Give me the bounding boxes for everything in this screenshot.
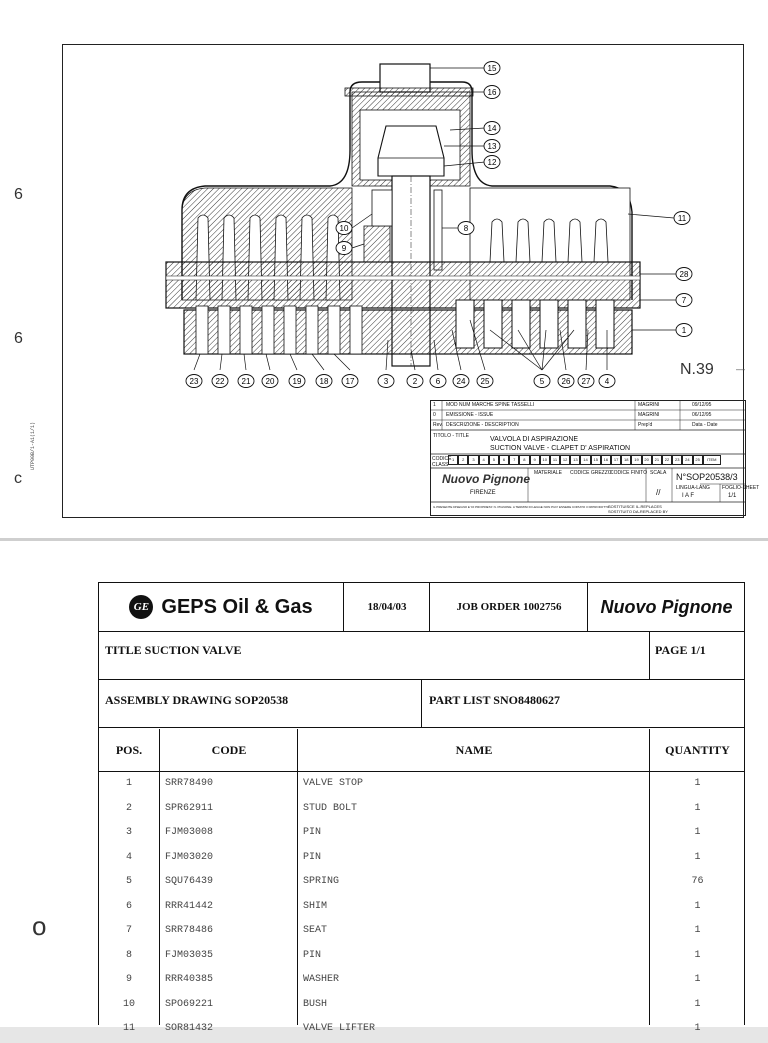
part-balloon-8: [458, 222, 474, 235]
part-pos: 8: [125, 949, 132, 961]
rev-number: 1: [433, 402, 436, 408]
part-balloon-18: [316, 375, 332, 388]
part-code: SRR78486: [165, 925, 214, 936]
part-name: VALVE STOP: [303, 778, 364, 789]
title-english: SUCTION VALVE - CLAPET D' ASPIRATION: [490, 445, 631, 452]
svg-text:15: 15: [487, 64, 497, 73]
lang-value: I A F: [682, 493, 695, 499]
nuovo-pignone-logo: Nuovo Pignone: [442, 472, 530, 486]
part-balloon-1: [676, 324, 692, 337]
svg-text:10: 10: [339, 224, 349, 233]
part-qty: 76: [691, 876, 704, 887]
code-cell: 6: [499, 455, 509, 465]
part-name: SEAT: [303, 925, 328, 936]
svg-text:1: 1: [681, 326, 687, 335]
col-codice-grezzo: CODICE GREZZO: [570, 470, 612, 476]
code-cell: 8: [519, 455, 529, 465]
rev-date: 09/12/95: [692, 402, 712, 408]
part-balloon-26: [558, 375, 574, 388]
col-quantity: QUANTITY: [665, 742, 730, 757]
part-row: [99, 798, 744, 823]
part-name: SHIM: [303, 900, 328, 912]
part-qty: 1: [694, 802, 701, 814]
codice-label: CODICE: [432, 456, 452, 462]
svg-text:4: 4: [604, 377, 610, 386]
punch-hole-mark: o: [32, 911, 47, 941]
part-pos: 9: [125, 974, 132, 985]
svg-text:14: 14: [487, 124, 497, 133]
code-cell: 9: [530, 455, 540, 465]
part-list-number: PART LIST SNO8480627: [429, 693, 560, 707]
part-row: [99, 945, 744, 970]
part-row: [99, 969, 744, 994]
handwritten-mark: N.39: [680, 361, 714, 378]
col-pos: POS.: [99, 729, 160, 771]
svg-text:6: 6: [435, 377, 441, 386]
title-block: [430, 400, 760, 516]
part-pos: 11: [122, 1023, 135, 1034]
col-scala: SCALA: [650, 470, 667, 476]
col-code: CODE: [161, 729, 298, 771]
part-qty: 1: [694, 998, 701, 1010]
part-name: STUD BOLT: [303, 802, 358, 814]
part-code: SQU76439: [165, 876, 214, 887]
part-row: [99, 1018, 744, 1043]
part-balloon-25: [477, 375, 493, 388]
lingua-label: LINGUA-LANG: [676, 485, 710, 491]
titolo-label: TITOLO - TITLE: [433, 433, 469, 439]
part-name: PIN: [303, 949, 322, 961]
code-cell: ITEM: [703, 455, 721, 465]
part-balloon-2: [407, 375, 423, 388]
part-balloon-12: [484, 156, 500, 169]
replaces: SOSTITUISCE IL-REPLACES: [608, 504, 662, 509]
title-italian: VALVOLA DI ASPIRAZIONE: [490, 436, 579, 443]
bush: [372, 190, 392, 226]
code-cell: 12: [560, 455, 570, 465]
rev-description: MOD NUM MARCHE SPINE TASSELLI: [446, 402, 535, 408]
punch-hole-mark: 6: [14, 186, 23, 203]
part-name: PIN: [303, 827, 322, 838]
assembly-drawing: ASSEMBLY DRAWING SOP20538: [105, 693, 289, 707]
svg-text:18: 18: [319, 377, 329, 386]
rev-description: EMISSIONE - ISSUE: [446, 412, 494, 418]
code-cell: 11: [550, 455, 560, 465]
code-cell: 17: [611, 455, 621, 465]
code-cell: 23: [672, 455, 682, 465]
part-balloon-4: [599, 375, 615, 388]
code-cell: 2: [458, 455, 468, 465]
part-balloon-5: [534, 375, 550, 388]
part-pos: 2: [125, 802, 132, 814]
part-balloon-3: [378, 375, 394, 388]
part-row: [99, 920, 744, 945]
part-pos: 1: [125, 778, 132, 789]
part-qty: 1: [694, 778, 701, 789]
svg-text:23: 23: [189, 377, 199, 386]
svg-text:11: 11: [677, 214, 687, 223]
svg-text:5: 5: [539, 377, 545, 386]
part-code: SRR78490: [165, 778, 214, 789]
part-balloon-27: [578, 375, 594, 388]
part-qty: 1: [694, 925, 701, 936]
code-cell: 14: [580, 455, 590, 465]
rev-author: Prep'd: [638, 422, 653, 428]
part-row: [99, 773, 744, 798]
svg-text:8: 8: [463, 224, 469, 233]
rev-date: Data - Date: [692, 422, 718, 428]
part-row: [99, 994, 744, 1019]
page-text: PAGE 1/1: [655, 643, 706, 657]
part-list-header: [99, 583, 744, 632]
code-cell: 22: [662, 455, 672, 465]
part-balloon-10: [336, 222, 352, 235]
part-list-table: [98, 582, 745, 1034]
svg-text:16: 16: [487, 88, 497, 97]
part-code: SPR62911: [165, 802, 214, 814]
part-pos: 5: [125, 876, 132, 887]
part-pos: 7: [125, 925, 132, 936]
code-cell: 13: [570, 455, 580, 465]
city: FIRENZE: [470, 490, 496, 496]
sheet-value: 1/1: [728, 493, 737, 499]
svg-text:28: 28: [679, 270, 689, 279]
ge-logo-icon: GE: [129, 595, 153, 619]
code-cell: 7: [509, 455, 519, 465]
punch-hole-mark: 6: [14, 330, 23, 347]
svg-text:9: 9: [341, 244, 347, 253]
svg-text:22: 22: [215, 377, 225, 386]
code-cell: 3: [468, 455, 478, 465]
part-balloon-11: [674, 212, 690, 225]
job-order-cell: JOB ORDER 1002756: [431, 583, 588, 631]
part-balloon-14: [484, 122, 500, 135]
part-balloon-19: [289, 375, 305, 388]
part-code: SPO69221: [165, 998, 214, 1010]
rev-description: DESCRIZIONE - DESCRIPTION: [446, 422, 519, 428]
svg-text:21: 21: [241, 377, 251, 386]
code-cell: 25: [693, 455, 703, 465]
svg-text:2: 2: [412, 377, 418, 386]
part-balloon-13: [484, 140, 500, 153]
part-pos: 10: [122, 998, 135, 1010]
part-qty: 1: [694, 1023, 701, 1034]
part-code: FJM03020: [165, 851, 214, 863]
part-qty: 1: [694, 974, 701, 985]
part-code: RRR41442: [165, 900, 214, 912]
svg-text:13: 13: [487, 142, 497, 151]
code-cells: [448, 455, 721, 463]
code-cell: 1: [448, 455, 458, 465]
rev-number: 0: [433, 412, 436, 418]
company-cell: Nuovo Pignone: [600, 596, 733, 617]
svg-text:12: 12: [487, 158, 497, 167]
pin: [434, 190, 442, 270]
code-cell: 15: [591, 455, 601, 465]
part-balloon-6: [430, 375, 446, 388]
washer: [364, 226, 390, 262]
nut: [378, 126, 444, 176]
svg-text:24: 24: [456, 377, 466, 386]
code-cell: 10: [540, 455, 550, 465]
replaced-by: SOSTITUITO DA-REPLACED BY: [608, 509, 668, 514]
code-cell: 20: [642, 455, 652, 465]
class-label: CLASS: [432, 462, 449, 468]
part-qty: 1: [694, 827, 701, 838]
svg-text:19: 19: [292, 377, 302, 386]
svg-text:27: 27: [581, 377, 591, 386]
part-name: WASHER: [303, 974, 340, 985]
svg-text:20: 20: [265, 377, 275, 386]
code-cell: 24: [682, 455, 692, 465]
foglio-label: FOGLIO-SHEET: [722, 485, 760, 491]
part-row: [99, 847, 744, 872]
cap-plate: [345, 88, 473, 96]
punch-hole-mark: c: [14, 470, 22, 487]
part-balloon-15: [484, 62, 500, 75]
col-materiale: MATERIALE: [534, 470, 562, 476]
rev-author: MAGRINI: [638, 402, 660, 408]
part-balloon-21: [238, 375, 254, 388]
part-balloon-22: [212, 375, 228, 388]
svg-text:7: 7: [681, 296, 687, 305]
legal-note: IL PRESENTE DISEGNO E' DI PROPRIETA' N. PIGNONE. A TERMINI DI LEGGE NON PUO' ESSERE COPIATO O RIPRODOTTO: [433, 505, 610, 509]
rev-author: MAGRINI: [638, 412, 660, 418]
code-cell: 21: [652, 455, 662, 465]
part-name: BUSH: [303, 998, 328, 1010]
col-codice-finito: CODICE FINITO: [610, 470, 648, 476]
svg-text:17: 17: [345, 377, 355, 386]
part-code: SOR81432: [165, 1023, 214, 1034]
part-code: FJM03035: [165, 949, 214, 961]
part-balloon-24: [453, 375, 469, 388]
part-row: [99, 871, 744, 896]
part-balloon-28: [676, 268, 692, 281]
part-pos: 6: [125, 900, 132, 912]
code-cell: 16: [601, 455, 611, 465]
title-text: TITLE SUCTION VALVE: [105, 643, 242, 657]
code-cell: 4: [479, 455, 489, 465]
part-qty: 1: [694, 900, 701, 912]
scale-value: //: [656, 488, 661, 497]
part-code: RRR40385: [165, 974, 214, 985]
code-cell: 19: [631, 455, 641, 465]
drawing-number: N°SOP20538/3: [676, 472, 738, 482]
part-pos: 4: [125, 851, 132, 863]
part-qty: 1: [694, 851, 701, 863]
rev-date: 06/12/95: [692, 412, 712, 418]
part-row: [99, 896, 744, 921]
part-balloon-23: [186, 375, 202, 388]
part-balloon-16: [484, 86, 500, 99]
code-cell: 5: [489, 455, 499, 465]
part-balloon-9: [336, 242, 352, 255]
part-balloon-17: [342, 375, 358, 388]
part-name: VALVE LIFTER: [303, 1023, 376, 1034]
part-code: FJM03008: [165, 827, 214, 838]
part-balloon-20: [262, 375, 278, 388]
rev-number: Rev.: [433, 422, 443, 428]
svg-text:3: 3: [383, 377, 389, 386]
brand-cell: [99, 583, 344, 631]
date-cell: 18/04/03: [345, 583, 430, 631]
part-balloon-7: [676, 294, 692, 307]
brand-name: GEPS Oil & Gas: [161, 595, 313, 618]
part-row: [99, 822, 744, 847]
code-cell: 18: [621, 455, 631, 465]
margin-code: UTP00B/1-A1(1/1): [30, 421, 36, 470]
part-qty: 1: [694, 949, 701, 961]
part-name: PIN: [303, 851, 322, 863]
part-pos: 3: [125, 827, 132, 838]
part-name: SPRING: [303, 876, 340, 887]
svg-text:25: 25: [480, 377, 490, 386]
svg-text:26: 26: [561, 377, 571, 386]
handwritten-mark-tail: —: [736, 364, 745, 374]
col-name: NAME: [299, 729, 650, 771]
